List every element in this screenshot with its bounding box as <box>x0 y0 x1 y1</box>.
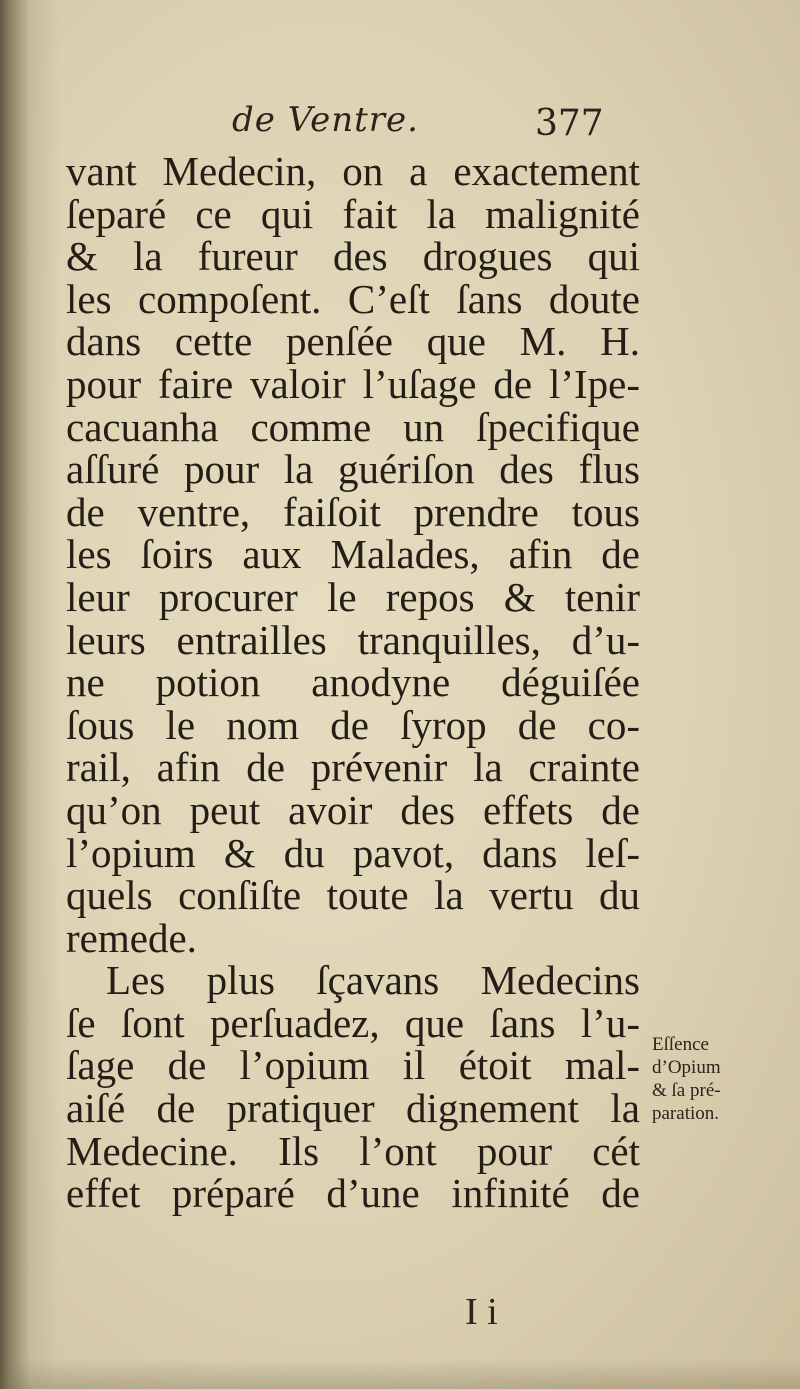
text-line: dans cette penſée que M. H. <box>66 318 640 365</box>
marginal-note-line: & ſa pré- <box>652 1080 721 1101</box>
text-line: de ventre, faiſoit prendre tous <box>66 488 640 535</box>
running-head: de Ventre. <box>232 100 419 140</box>
text-line: ſeparé ce qui fait la malignité <box>66 190 640 237</box>
page-number: 377 <box>535 103 604 144</box>
text-line: l’opium & du pavot, dans leſ- <box>66 829 640 876</box>
body-text <box>66 150 640 1215</box>
text-line: Medecine. Ils l’ont pour cét <box>66 1127 640 1174</box>
text-line: qu’on peut avoir des effets de <box>66 786 640 833</box>
signature-mark: I i <box>465 1291 498 1333</box>
marginal-note <box>652 1033 792 1125</box>
text-line: quels conſiſte toute la vertu du <box>66 872 640 919</box>
text-line: rail, afin de prévenir la crainte <box>66 744 640 791</box>
text-line: leur procurer le repos & tenir <box>66 573 640 620</box>
marginal-note-line: Eſſence <box>652 1034 709 1055</box>
text-line: les ſoirs aux Malades, afin de <box>66 531 640 578</box>
text-line: effet préparé d’une infinité de <box>66 1170 640 1217</box>
page-edge <box>0 1359 800 1389</box>
text-line: & la fureur des drogues qui <box>66 233 640 280</box>
marginal-note-line: d’Opium <box>652 1057 721 1078</box>
text-line: ne potion anodyne déguiſée <box>66 659 640 706</box>
text-line: ſage de l’opium il étoit mal- <box>66 1042 640 1089</box>
text-line: ſous le nom de ſyrop de co- <box>66 701 640 748</box>
text-line: aiſé de pratiquer dignement la <box>66 1085 640 1132</box>
text-line: pour faire valoir l’uſage de l’Ipe- <box>66 360 640 407</box>
marginal-note-line: paration. <box>652 1103 720 1124</box>
text-line: les compoſent. C’eſt ſans doute <box>66 275 640 322</box>
text-line: cacuanha comme un ſpecifique <box>66 403 640 450</box>
text-line: aſſuré pour la guériſon des flus <box>66 446 640 493</box>
text-line: vant Medecin, on a exactement <box>66 148 640 194</box>
paragraph-start-line: Les plus ſçavans Medecins <box>106 957 640 1004</box>
text-line: remede. <box>66 914 197 961</box>
text-line: ſe ſont perſuadez, que ſans l’u- <box>66 999 640 1046</box>
binding-shadow <box>0 0 60 1389</box>
text-line: leurs entrailles tranquilles, d’u- <box>66 616 640 663</box>
